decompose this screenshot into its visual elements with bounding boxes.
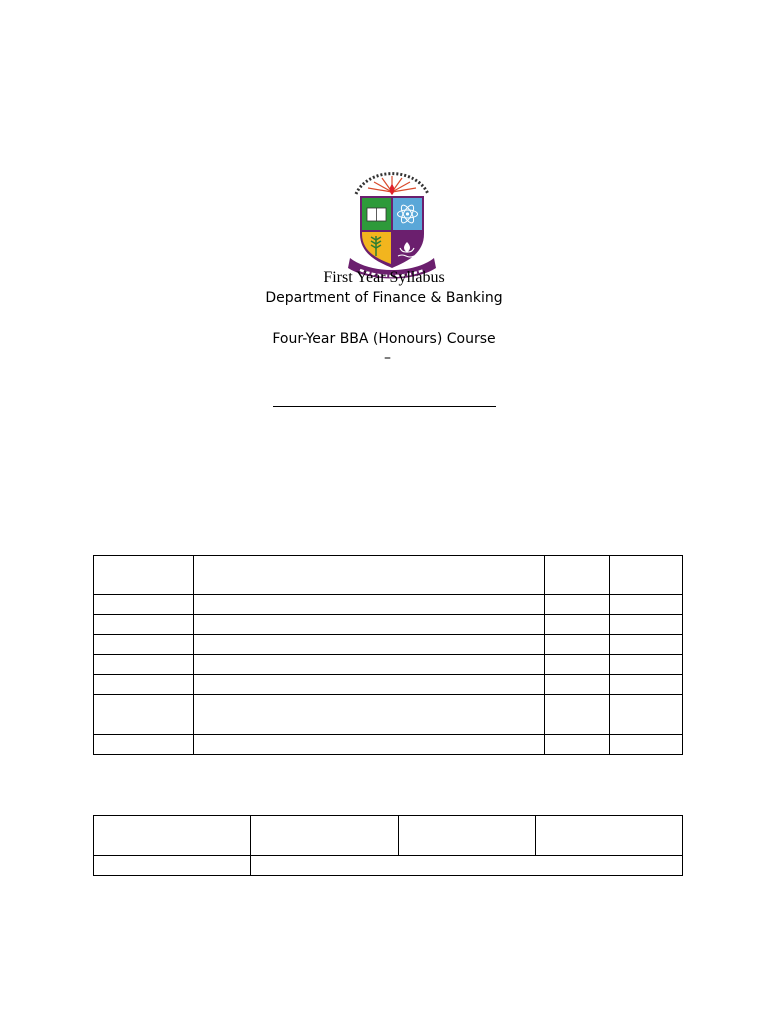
table-cell <box>610 615 683 635</box>
table-cell <box>94 816 251 856</box>
table-cell <box>251 856 683 876</box>
table-cell <box>194 695 545 735</box>
table-row <box>94 615 683 635</box>
syllabus-title: First Year Syllabus <box>323 269 445 286</box>
table-cell <box>94 735 194 755</box>
table-row <box>94 675 683 695</box>
table-cell <box>545 615 610 635</box>
table-cell <box>94 556 194 595</box>
table-cell <box>610 556 683 595</box>
table-cell <box>194 735 545 755</box>
table-cell <box>94 595 194 615</box>
table-cell <box>610 635 683 655</box>
department-name: Department of Finance & Banking <box>265 290 503 306</box>
table-cell <box>94 675 194 695</box>
shield-icon <box>360 196 424 268</box>
table-cell <box>94 615 194 635</box>
table-cell <box>545 635 610 655</box>
table-row <box>94 635 683 655</box>
marks-table <box>93 815 683 876</box>
table-cell <box>536 816 683 856</box>
table-cell <box>94 695 194 735</box>
table-cell <box>610 675 683 695</box>
separator-line <box>273 406 496 407</box>
table-cell <box>545 655 610 675</box>
table-cell <box>194 635 545 655</box>
table-cell <box>194 595 545 615</box>
table-cell <box>545 675 610 695</box>
table-cell <box>610 695 683 735</box>
table-header-row <box>94 556 683 595</box>
table-cell <box>399 816 536 856</box>
table-cell <box>545 695 610 735</box>
table-row <box>94 735 683 755</box>
university-logo <box>346 162 438 284</box>
table-row <box>94 655 683 675</box>
table-cell <box>94 655 194 675</box>
table-cell <box>194 615 545 635</box>
table-cell <box>251 816 399 856</box>
table-cell <box>545 595 610 615</box>
table-header-row <box>94 816 683 856</box>
table-row <box>94 595 683 615</box>
table-cell <box>194 675 545 695</box>
table-cell <box>545 556 610 595</box>
table-cell <box>194 655 545 675</box>
table-cell <box>610 735 683 755</box>
table-cell <box>94 856 251 876</box>
table-row <box>94 856 683 876</box>
torch-flame-icon <box>390 184 395 195</box>
table-cell <box>194 556 545 595</box>
table-row <box>94 695 683 735</box>
table-cell <box>545 735 610 755</box>
course-name: Four-Year BBA (Honours) Course <box>272 331 496 347</box>
table-cell <box>610 655 683 675</box>
dash-mark: – <box>384 350 391 366</box>
table-cell <box>94 635 194 655</box>
table-cell <box>610 595 683 615</box>
course-table <box>93 555 683 755</box>
